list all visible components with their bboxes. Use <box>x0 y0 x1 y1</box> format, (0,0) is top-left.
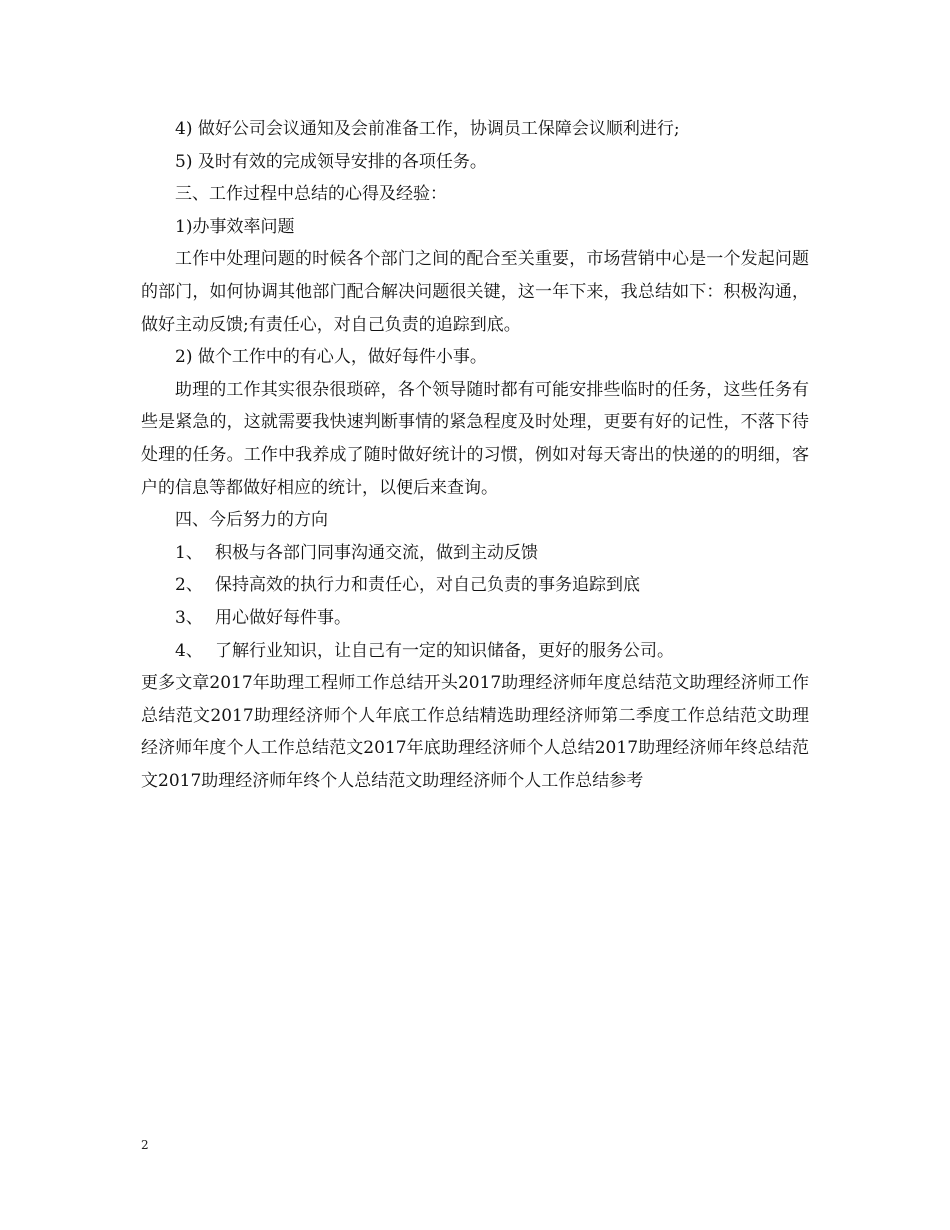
sub-heading-1: 1)办事效率问题 <box>175 216 295 237</box>
direction-item-4 <box>141 635 809 668</box>
paragraph-assistant-work: 助理的工作其实很杂很琐碎，各个领导随时都有可能安排些临时的任务，这些任务有些是紧急的，这就需要我快速判断事情的紧急程度及时处理，更要有好的记性，不落下待处理的任务。工作中我养成了随时做好统计的习惯，例如对每天寄出的快递的的明细，客户的信息等都做好相应的统计，以便后来查询。 <box>141 379 809 498</box>
page-number: 2 <box>141 1138 149 1152</box>
direction-item-number: 1、 <box>175 542 203 563</box>
more-articles-links[interactable]: 更多文章2017年助理工程师工作总结开头2017助理经济师年度总结范文助理经济师工作总结范文2017助理经济师个人年底工作总结精选助理经济师第二季度工作总结范文助理经济师年度个人工作总结范文2017年底助理经济师个人总结2017助理经济师年终总结范文2017助理经济师年终个人总结范文助理经济师个人工作总结参考 <box>141 673 809 791</box>
direction-item-text: 积极与各部门同事沟通交流，做到主动反馈 <box>215 542 538 563</box>
direction-item-1 <box>141 537 809 570</box>
document-body <box>141 113 809 797</box>
sub-heading-2: 2) 做个工作中的有心人，做好每件小事。 <box>175 347 487 368</box>
direction-item-text: 了解行业知识，让自己有一定的知识储备，更好的服务公司。 <box>215 640 674 661</box>
paragraph-efficiency: 工作中处理问题的时候各个部门之间的配合至关重要，市场营销中心是一个发起问题的部门，如何协调其他部门配合解决问题很关键，这一年下来，我总结如下：积极沟通，做好主动反馈;有责任心，对自己负责的追踪到底。 <box>141 249 809 335</box>
list-item-4: 4) 做好公司会议通知及会前准备工作，协调员工保障会议顺利进行; <box>175 119 680 139</box>
section-heading-4: 四、今后努力的方向 <box>175 510 328 531</box>
section-heading-3: 三、工作过程中总结的心得及经验： <box>175 184 447 205</box>
list-item-5: 5) 及时有效的完成领导安排的各项任务。 <box>175 151 487 172</box>
direction-item-2 <box>141 569 809 602</box>
direction-item-number: 4、 <box>175 640 203 661</box>
direction-item-number: 3、 <box>175 607 203 628</box>
direction-item-text: 用心做好每件事。 <box>215 607 351 628</box>
direction-item-number: 2、 <box>175 575 203 596</box>
direction-item-3 <box>141 602 809 635</box>
direction-item-text: 保持高效的执行力和责任心，对自己负责的事务追踪到底 <box>215 575 640 596</box>
